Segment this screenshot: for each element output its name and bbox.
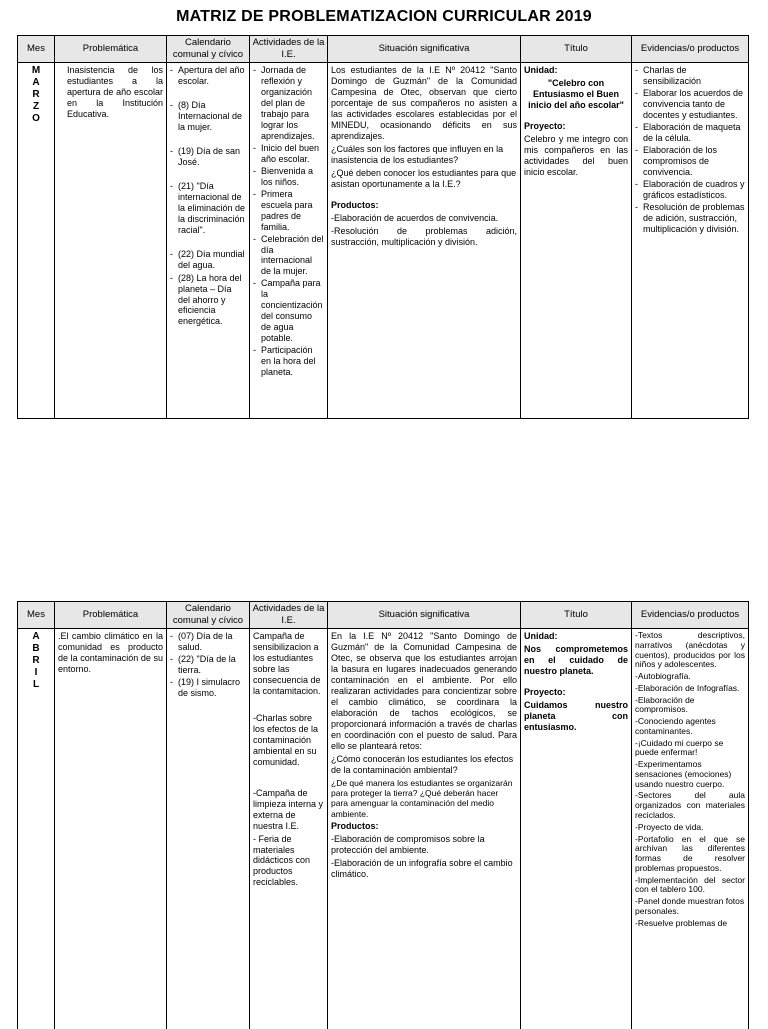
list-item: -Charlas sobre los efectos de la contaminación ambiental en su comunidad. — [253, 712, 319, 767]
list-item: - Feria de materiales didácticos con productos reciclables. — [253, 833, 311, 888]
month-cell — [18, 629, 55, 1029]
list-item: - Elaboración de los compromisos de convivencia. — [635, 145, 745, 178]
month-cell — [18, 63, 55, 419]
header-titulo: Título — [521, 602, 632, 629]
list-item: - Resolución de problemas de adición, sustracción, multiplicación y división. — [635, 202, 745, 235]
header-actividades: Actividades de la I.E. — [250, 36, 328, 63]
list-item: - (8) Día Internacional de la mujer. — [170, 100, 246, 133]
list-item: -Resuelve problemas de — [635, 917, 728, 928]
header-row — [18, 602, 749, 629]
list-item: - (19) Día de san José. — [170, 146, 246, 168]
list-item: -Experimentamos sensaciones (emociones) usando nuestro cuerpo. — [635, 759, 732, 789]
list-item: -Campaña de limpieza interna y externa de nuestra I.E. — [253, 787, 324, 831]
header-calendario: Calendario comunal y cívico — [167, 602, 250, 629]
productos-label: Productos: — [331, 821, 379, 832]
header-situacion: Situación significativa — [328, 36, 521, 63]
list-item: - Charlas de sensibilización — [635, 65, 745, 87]
matrix-table-marzo — [17, 35, 749, 419]
list-item: -Autobiografía. — [635, 671, 691, 682]
list-item: -Conociendo agentes contaminantes. — [635, 716, 716, 736]
calendario-cell — [167, 629, 250, 1029]
producto-item: -Elaboración de acuerdos de convivencia. — [331, 212, 499, 223]
producto-item: -Elaboración de compromisos sobre la protección del ambiente. — [331, 834, 485, 855]
problematica-cell: .El cambio climático en la comunidad es producto de la contaminación de su entorno. — [55, 629, 167, 1029]
list-item: -Implementación del sector con el tablero 100. — [635, 874, 745, 895]
titulo-cell — [521, 629, 632, 1029]
list-item: -Elaboración de Infografías. — [635, 682, 740, 693]
list-item: - Elaborar los acuerdos de convivencia tanto de docentes y estudiantes. — [635, 88, 745, 121]
month-letter: A — [32, 77, 40, 88]
actividades-cell — [250, 629, 328, 1029]
header-evidencias: Evidencias/o productos — [632, 36, 749, 63]
evidencias-cell — [632, 629, 749, 1029]
month-letter: A — [32, 631, 40, 642]
page-title: MATRIZ DE PROBLEMATIZACION CURRICULAR 2019 — [176, 8, 592, 25]
unidad-value: "Celebro con Entusiasmo el Buen inicio del año escolar" — [528, 77, 624, 110]
table-row — [18, 629, 749, 1029]
list-item: - Campaña para la concientización del consumo de agua potable. — [253, 278, 324, 344]
situacion-question: ¿Cómo conocerán los estudiantes los efectos de la contaminación ambiental? — [331, 753, 514, 775]
calendario-cell — [167, 63, 250, 419]
list-item: - (22) Día mundial del agua. — [170, 249, 246, 271]
header-titulo: Título — [521, 36, 632, 63]
unidad-value: Nos comprometemos en el cuidado de nuestro planeta. — [524, 643, 628, 676]
problematica-cell: Inasistencia de los estudiantes a la apertura de año escolar en la Institución Educativa. — [55, 63, 167, 419]
actividades-cell — [250, 63, 328, 419]
list-item: - Inicio del buen año escolar. — [253, 143, 324, 165]
month-letter: M — [31, 65, 41, 76]
list-item: -Elaboración de compromisos. — [635, 694, 695, 715]
list-item: - Elaboración de maqueta de la célula. — [635, 122, 745, 144]
proyecto-value: Celebro y me integro con mis compañeros en las actividades del buen inicio escolar. — [524, 133, 628, 177]
situacion-intro: En la I.E Nº 20412 "Santo Domingo de Guzmán" de la Comunidad Campesina de Otec, se observa que los estudiantes arrojan la basura en lugares inadecuados generando contaminación en el ambiente. Por ello realizaran actividades para concientizar sobre el cambio climático, se coordinara la elaboración de tachos ecológicos, se proporcionará información a través de charlas en coordinación con el puesto de salud. Para ello se planteará retos: — [331, 631, 517, 751]
header-mes: Mes — [18, 36, 55, 63]
header-mes: Mes — [18, 602, 55, 629]
situacion-intro: Los estudiantes de la I.E Nº 20412 "Santo Domingo de Guzmán" de la Comunidad Campesina de Otec, observan que cierto porcentaje de sus compañeros no asisten a las actividades escolares establecidas por el MINEDU, ocasionando déficits en sus aprendizajes. — [331, 65, 517, 141]
list-item: - Elaboración de cuadros y gráficos estadísticos. — [635, 179, 745, 201]
list-item: -¡Cuidado mi cuerpo se puede enfermar! — [635, 737, 724, 758]
situacion-cell — [328, 63, 521, 419]
month-letter: I — [34, 667, 38, 678]
titulo-cell — [521, 63, 632, 419]
table-row — [18, 63, 749, 419]
list-item: - Participación en la hora del planeta. — [253, 345, 324, 378]
list-item: -Panel donde muestran fotos personales. — [635, 896, 745, 916]
header-evidencias: Evidencias/o productos — [632, 602, 749, 629]
evidencias-cell — [632, 63, 749, 419]
list-item: - Primera escuela para padres de familia. — [253, 189, 324, 233]
unidad-label: Unidad: — [524, 65, 558, 75]
producto-item: -Resolución de problemas adición, sustracción, multiplicación y división. — [331, 225, 517, 247]
list-item: -Textos descriptivos, narrativos (anécdotas y cuentos), producidos por los niños y adolescentes. — [635, 630, 745, 670]
month-letter: R — [32, 89, 40, 100]
proyecto-label: Proyecto: — [524, 686, 566, 697]
month-letter: O — [32, 113, 40, 124]
situacion-question: ¿De qué manera los estudiantes se organizarán para proteger la tierra? ¿Qué deberán hacer para amenguar la contaminación del medio ambiente. — [331, 777, 513, 819]
list-item: - (19) I simulacro de sismo. — [170, 677, 246, 699]
list-item: - Jornada de reflexión y organización del plan de trabajo para lograr los aprendizajes. — [253, 65, 324, 142]
situacion-question: ¿Qué deben conocer los estudiantes para que asistan oportunamente a la I.E.? — [331, 167, 517, 189]
month-letter: Z — [32, 101, 40, 112]
list-item: -Proyecto de vida. — [635, 821, 704, 832]
header-problematica: Problemática — [55, 36, 167, 63]
list-item: - Apertura del año escolar. — [170, 65, 246, 87]
list-item: - (07) Día de la salud. — [170, 631, 246, 653]
list-item: -Sectores del aula organizados con materiales reciclados. — [635, 790, 745, 821]
list-item: Campaña de sensibilizacion a los estudiantes sobre las consecuencia de la contamitacion. — [253, 631, 321, 696]
list-item: - Bienvenida a los niños. — [253, 166, 324, 188]
header-calendario: Calendario comunal y cívico — [167, 36, 250, 63]
proyecto-label: Proyecto: — [524, 120, 566, 131]
producto-item: -Elaboración de un infografía sobre el cambio climático. — [331, 857, 513, 879]
situacion-question: ¿Cuáles son los factores que influyen en la inasistencia de los estudiantes? — [331, 143, 504, 165]
list-item: - (28) La hora del planeta – Día del ahorro y eficiencia energética. — [170, 273, 246, 328]
header-situacion: Situación significativa — [328, 602, 521, 629]
unidad-label: Unidad: — [524, 631, 558, 641]
list-item: - Celebración del día internacional de la mujer. — [253, 234, 324, 278]
situacion-cell — [328, 629, 521, 1029]
list-item: -Portafolio en el que se archivan las diferentes formas de resolver problemas propuestos. — [635, 833, 745, 873]
header-row — [18, 36, 749, 63]
header-problematica: Problemática — [55, 602, 167, 629]
list-item: - (21) "Día internacional de la eliminación de la discriminación racial". — [170, 181, 246, 236]
month-letter: B — [32, 643, 40, 654]
proyecto-value: Cuidamos nuestro planeta con entusiasmo. — [524, 699, 628, 732]
matrix-table-abril — [17, 601, 749, 1029]
month-letter: R — [32, 655, 40, 666]
list-item: - (22) "Día de la tierra. — [170, 654, 246, 676]
productos-label: Productos: — [331, 199, 379, 210]
header-actividades: Actividades de la I.E. — [250, 602, 328, 629]
month-letter: L — [32, 679, 40, 690]
